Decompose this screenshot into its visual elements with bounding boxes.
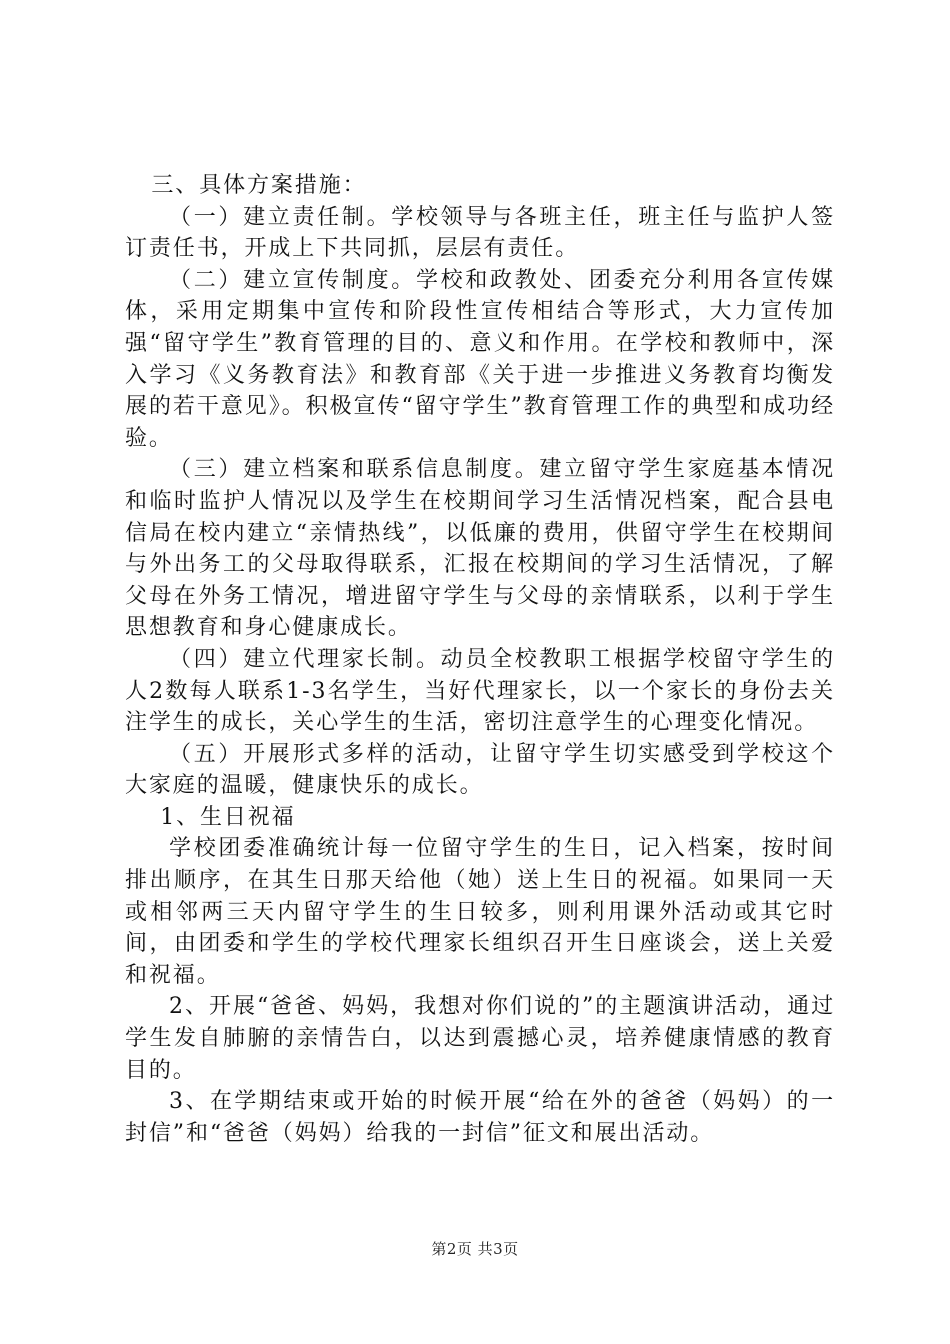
- activity-1-title: 1、生日祝福: [160, 804, 296, 830]
- paragraph-archives: （三）建立档案和联系信息制度。建立留守学生家庭基本情况和临时监护人情况以及学生在校期间学习生活情况档案，配合县电信局在校内建立“亲情热线”，以低廉的费用，供留守学生在校期间与外出务工的父母取得联系，汇报在校期间的学习生活情况，了解父母在外务工情况，增进留守学生与父母的亲情联系，以利于学生思想教育和身心健康成长。: [125, 457, 835, 641]
- section-heading: 三、具体方案措施：: [151, 173, 367, 198]
- paragraph-proxy-parent: （四）建立代理家长制。动员全校教职工根据学校留守学生的人2数每人联系1-3名学生，当好代理家长，以一个家长的身份去关注学生的成长，关心学生的生活，密切注意学生的心理变化情况。: [125, 646, 835, 736]
- paragraph-publicity: （二）建立宣传制度。学校和政教处、团委充分利用各宣传媒体，采用定期集中宣传和阶段性宣传相结合等形式，大力宣传加强“留守学生”教育管理的目的、意义和作用。在学校和教师中，深入学习《义务教育法》和教育部《关于进一步推进义务教育均衡发展的若干意见》。积极宣传“留守学生”教育管理工作的典型和成功经验。: [125, 267, 835, 451]
- activity-3: 3、在学期结束或开始的时候开展“给在外的爸爸（妈妈）的一封信”和“爸爸（妈妈）给我的一封信”征文和展出活动。: [125, 1089, 835, 1146]
- page-number-footer: 第2页 共3页: [431, 1240, 519, 1258]
- paragraph-responsibility: （一）建立责任制。学校领导与各班主任，班主任与监护人签订责任书，开成上下共同抓，层层有责任。: [125, 204, 835, 262]
- activity-2: 2、开展“爸爸、妈妈，我想对你们说的”的主题演讲活动，通过学生发自肺腑的亲情告白，以达到震撼心灵，培养健康情感的教育目的。: [125, 994, 835, 1083]
- paragraph-activities: （五）开展形式多样的活动，让留守学生切实感受到学校这个大家庭的温暖，健康快乐的成长。: [125, 741, 835, 799]
- activity-1-body: 学校团委准确统计每一位留守学生的生日，记入档案，按时间排出顺序，在其生日那天给他（她）送上生日的祝福。如果同一天或相邻两三天内留守学生的生日较多，则利用课外活动或其它时间，由团委和学生的学校代理家长组织召开生日座谈会，送上关爱和祝福。: [125, 836, 835, 988]
- document-body: [125, 170, 835, 1149]
